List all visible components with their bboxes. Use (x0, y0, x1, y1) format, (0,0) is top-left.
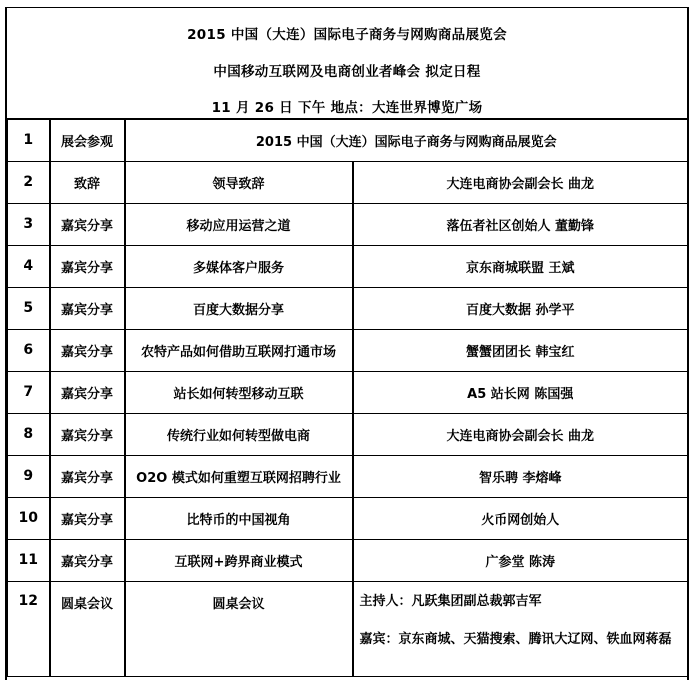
session-type: 嘉宾分享 (50, 287, 125, 329)
row-number: 11 (8, 539, 50, 581)
session-topic: 移动应用运营之道 (125, 203, 353, 245)
table-row (8, 455, 688, 497)
session-type: 展会参观 (50, 119, 125, 161)
table-row (8, 119, 688, 161)
table-row (8, 203, 688, 245)
roundtable-participants (353, 581, 688, 676)
row-number: 7 (8, 371, 50, 413)
speaker: 蟹蟹团团长 韩宝红 (353, 329, 688, 371)
exhibition-title: 2015 中国（大连）国际电子商务与网购商品展览会 (187, 27, 507, 43)
date-location: 11 月 26 日 下午 地点：大连世界博览广场 (211, 100, 483, 116)
schedule-frame (5, 7, 689, 680)
row-number: 2 (8, 161, 50, 203)
table-row (8, 329, 688, 371)
session-type: 嘉宾分享 (50, 329, 125, 371)
speaker: 智乐聘 李熔峰 (353, 455, 688, 497)
session-topic: 百度大数据分享 (125, 287, 353, 329)
session-topic: 圆桌会议 (125, 581, 353, 676)
speaker: 京东商城联盟 王斌 (353, 245, 688, 287)
table-row (8, 287, 688, 329)
row-number: 8 (8, 413, 50, 455)
summit-subtitle: 中国移动互联网及电商创业者峰会 拟定日程 (213, 64, 481, 80)
table-row (8, 245, 688, 287)
session-topic: 传统行业如何转型做电商 (125, 413, 353, 455)
table-row (8, 371, 688, 413)
session-topic: 多媒体客户服务 (125, 245, 353, 287)
session-type: 嘉宾分享 (50, 413, 125, 455)
roundtable-guests: 嘉宾：京东商城、天猫搜索、腾讯大辽网、铁血网蒋磊 (359, 631, 672, 647)
speaker: 大连电商协会副会长 曲龙 (353, 413, 688, 455)
speaker: 火币网创始人 (353, 497, 688, 539)
table-row (8, 497, 688, 539)
session-topic: 互联网+跨界商业模式 (125, 539, 353, 581)
session-type: 嘉宾分享 (50, 497, 125, 539)
session-topic: 领导致辞 (125, 161, 353, 203)
speaker: 广参堂 陈涛 (353, 539, 688, 581)
schedule-header (7, 8, 687, 118)
session-type: 嘉宾分享 (50, 455, 125, 497)
session-topic: 农特产品如何借助互联网打通市场 (125, 329, 353, 371)
schedule-table (7, 118, 688, 677)
session-topic: 站长如何转型移动互联 (125, 371, 353, 413)
row-number: 9 (8, 455, 50, 497)
table-row (8, 161, 688, 203)
row-number: 12 (8, 581, 50, 676)
session-type: 圆桌会议 (50, 581, 125, 676)
session-topic: O2O 模式如何重塑互联网招聘行业 (125, 455, 353, 497)
roundtable-host: 主持人：凡跃集团副总裁郭吉军 (359, 593, 542, 609)
session-type: 致辞 (50, 161, 125, 203)
table-row (8, 581, 688, 676)
speaker: A5 站长网 陈国强 (353, 371, 688, 413)
row-number: 5 (8, 287, 50, 329)
session-type: 嘉宾分享 (50, 203, 125, 245)
row-number: 3 (8, 203, 50, 245)
speaker: 大连电商协会副会长 曲龙 (353, 161, 688, 203)
session-topic: 2015 中国（大连）国际电子商务与网购商品展览会 (125, 119, 688, 161)
speaker: 落伍者社区创始人 董勤锋 (353, 203, 688, 245)
session-type: 嘉宾分享 (50, 245, 125, 287)
table-row (8, 539, 688, 581)
session-type: 嘉宾分享 (50, 371, 125, 413)
session-topic: 比特币的中国视角 (125, 497, 353, 539)
row-number: 6 (8, 329, 50, 371)
table-row (8, 413, 688, 455)
row-number: 4 (8, 245, 50, 287)
row-number: 1 (8, 119, 50, 161)
row-number: 10 (8, 497, 50, 539)
speaker: 百度大数据 孙学平 (353, 287, 688, 329)
session-type: 嘉宾分享 (50, 539, 125, 581)
